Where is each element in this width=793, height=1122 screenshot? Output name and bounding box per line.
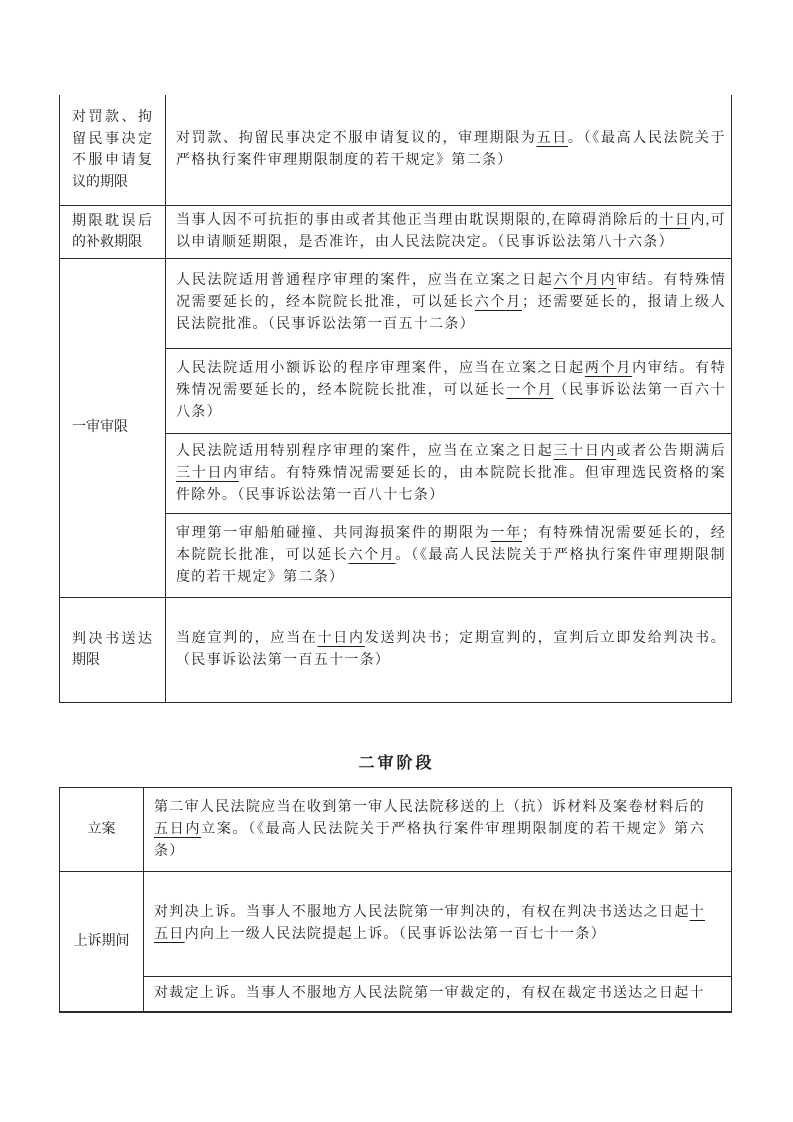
- subrow-ordinary-procedure: [166, 259, 731, 348]
- subrow-appeal-against-ruling: [144, 976, 731, 1011]
- row-label: 对罚款、拘留民事决定不服申请复议的期限: [72, 110, 152, 190]
- table-row-trial-time-limit: [60, 258, 731, 597]
- row-content-text: [176, 628, 726, 672]
- text-segment: ；还需要延长的，报请上级人民法院批准。（民事诉讼法第一百五十二条）: [176, 295, 726, 333]
- second-instance-deadlines-table: [59, 787, 732, 1013]
- row-content-text: [176, 270, 726, 336]
- text-segment: 或者公告期满后: [616, 443, 726, 459]
- table-row-judgment-delivery: [60, 597, 731, 702]
- row-content-text: [154, 797, 705, 863]
- row-label-cell: [60, 788, 144, 871]
- underlined-deadline-text: 一个月: [506, 383, 554, 399]
- text-segment: 内,可以申请顺延期限，是否准许，由人民法院决定。（民事诉讼法第八十六条）: [176, 213, 726, 250]
- row-content-cell: [166, 95, 731, 205]
- row-content-cell: [144, 788, 731, 871]
- appeal-period-subrows: [144, 872, 731, 1011]
- table-row-complaint-review: [60, 95, 731, 205]
- row-label: 期限耽误后的补救期限: [72, 213, 152, 250]
- subrow-special-procedure: [166, 433, 731, 513]
- row-content-text: [154, 902, 705, 946]
- text-segment: 。（《最高人民法院关于严格执行案件审理期限制度的若干规定》第二条）: [176, 131, 726, 168]
- row-label-cell: [60, 598, 166, 702]
- underlined-deadline-text: 三十日内: [176, 465, 239, 481]
- underlined-deadline-text: 三十日内: [553, 443, 617, 459]
- table-row-remedy-period: [60, 205, 731, 258]
- text-segment: 立案。（《最高人民法院关于严格执行案件审理期限制度的若干规定》第六条）: [154, 821, 705, 859]
- row-label-cell: [60, 95, 166, 205]
- row-content-cell: [166, 206, 731, 258]
- row-content-text: [176, 523, 726, 589]
- text-segment: （民事诉讼法第一百六十八条）: [176, 383, 726, 421]
- section-heading-second-instance: 二审阶段: [358, 755, 435, 772]
- text-segment: 审结。有特殊情况需要延长的，经本院院长批准，可以延长: [176, 273, 726, 311]
- row-content-text: [176, 441, 726, 507]
- underlined-deadline-text: 五日: [536, 131, 568, 146]
- underlined-deadline-text: 两个月: [584, 361, 633, 377]
- text-segment: 对罚款、拘留民事决定不服申请复议的，审理期限为: [176, 131, 537, 146]
- text-segment: 当事人因不可抗拒的事由或者其他正当理由耽误期限的,在障碍消除后的: [176, 213, 660, 228]
- text-segment: 人民法院适用普通程序审理的案件，应当在立案之日起: [176, 273, 554, 289]
- text-segment: 人民法院适用小额诉讼的程序审理案件，应当在立案之日起: [176, 361, 585, 377]
- text-segment: 审结。有特殊情况需要延长的，由本院院长批准。但审理选民资格的案件除外。（民事诉讼法第一百八十七条）: [176, 465, 726, 503]
- subrow-appeal-against-judgment: [144, 872, 731, 976]
- underlined-deadline-text: 六个月: [474, 295, 522, 311]
- row-content-text: [176, 210, 726, 254]
- underlined-deadline-text: 六个月内: [553, 273, 617, 289]
- text-segment: 人民法院适用特别程序审理的案件，应当在立案之日起: [176, 443, 554, 459]
- row-label: 立案: [87, 821, 116, 837]
- underlined-deadline-text: 十五日: [154, 905, 705, 943]
- text-segment: 第二审人民法院应当在收到第一审人民法院移送的上（抗）诉材料及案卷材料后的: [154, 799, 705, 815]
- underlined-deadline-text: 十日内: [317, 631, 365, 646]
- row-label: 判决书送达期限: [72, 631, 152, 668]
- text-segment: 对裁定上诉。当事人不服地方人民法院第一审裁定的，有权在裁定书送达之日起十: [154, 986, 705, 1002]
- text-segment: 对判决上诉。当事人不服地方人民法院第一审判决的，有权在判决书送达之日起: [154, 905, 690, 921]
- text-segment: 发送判决书；定期宣判的，宣判后立即发给判决书。（民事诉讼法第一百五十一条）: [176, 631, 727, 668]
- text-segment: ；有特殊情况需要延长的，经本院院长批准，可以延长: [176, 525, 726, 563]
- first-instance-deadlines-table: [59, 95, 732, 703]
- subrow-small-claims: [166, 348, 731, 434]
- row-content-text: [176, 358, 726, 424]
- text-segment: 内向上一级人民法院提起上诉。（民事诉讼法第一百七十一条）: [184, 927, 607, 943]
- underlined-deadline-text: 一年: [490, 525, 522, 541]
- row-content-text: [154, 983, 705, 1005]
- row-label: 一审审限: [72, 420, 128, 436]
- row-label-cell: [60, 872, 144, 1011]
- table-row-appeal-period: [60, 871, 731, 1011]
- table-row-case-filing: [60, 788, 731, 871]
- text-segment: 当庭宣判的，应当在: [176, 631, 318, 646]
- row-label-cell: [60, 259, 166, 597]
- trial-limit-subrows: [166, 259, 731, 597]
- row-content-cell: [166, 598, 731, 702]
- row-content-text: [176, 128, 726, 172]
- text-segment: 。（《最高人民法院关于严格执行案件审理期限制度的若干规定》第二条）: [176, 547, 726, 585]
- underlined-deadline-text: 十日: [659, 213, 691, 228]
- row-label: 上诉期间: [73, 933, 130, 949]
- row-label-cell: [60, 206, 166, 258]
- text-segment: 审理第一审船舶碰撞、共同海损案件的期限为: [176, 525, 491, 541]
- underlined-deadline-text: 五日内: [154, 821, 202, 837]
- underlined-deadline-text: 六个月: [348, 547, 396, 563]
- text-segment: 内审结。有特殊情况需要延长的，经本院院长批准，可以延长: [176, 361, 726, 399]
- subrow-maritime-cases: [166, 513, 731, 597]
